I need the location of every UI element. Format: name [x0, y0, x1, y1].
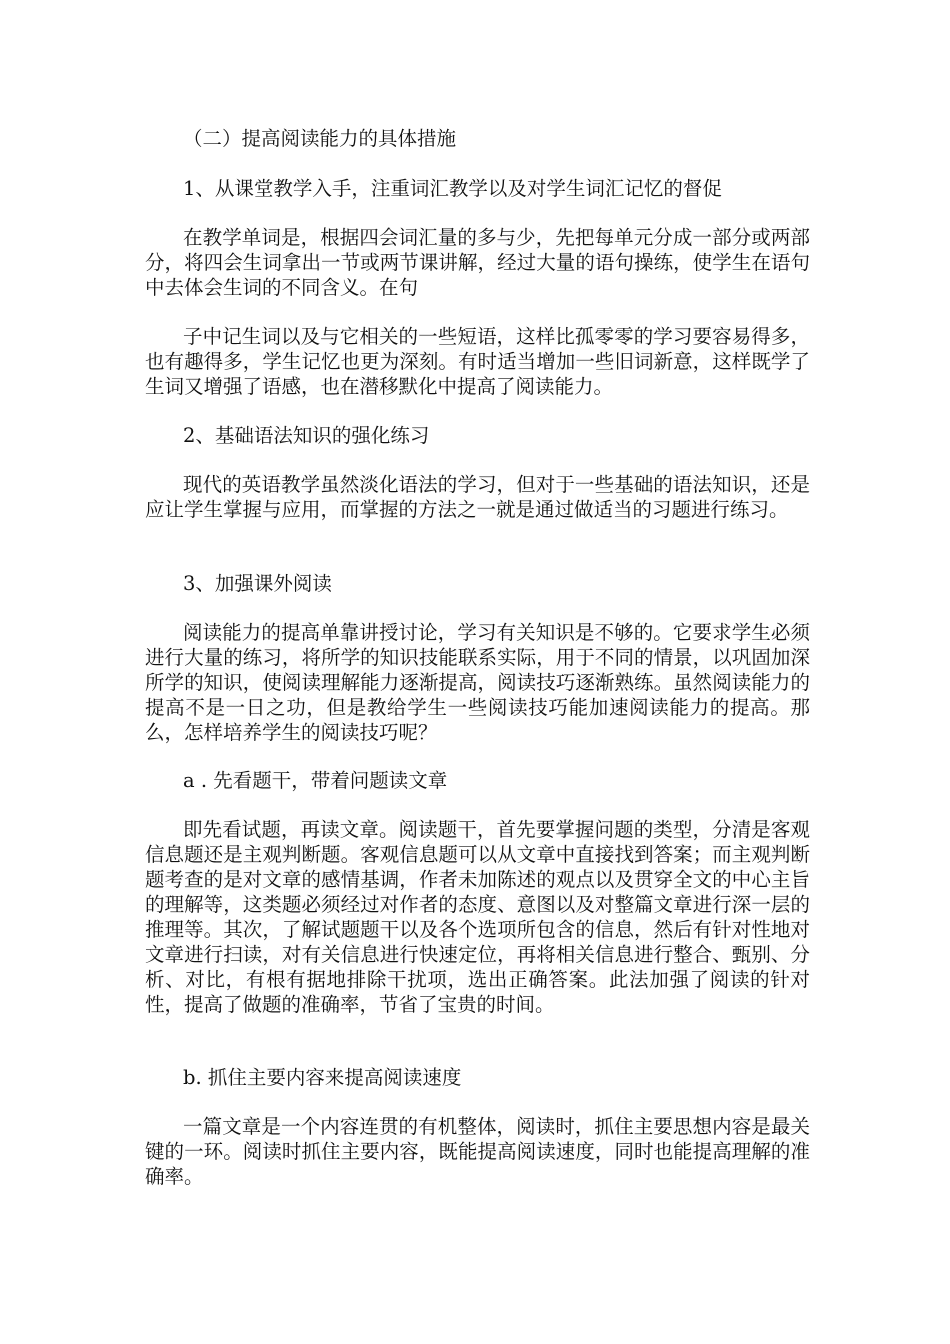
section-title: （二）提高阅读能力的具体措施 — [183, 127, 457, 150]
paragraph-4: 阅读能力的提高单靠讲授讨论，学习有关知识是不够的。它要求学生必须进行大量的练习，将所学的知识技能联系实际，用于不同的情景，以巩固加深所学的知识，使阅读理解能力逐渐提高，阅读技巧逐渐熟练。虽然阅读能力的提高不是一日之功，但是教给学生一些阅读技巧能加速阅读能力的提高。那么，怎样培养学生的阅读技巧呢？ — [145, 621, 810, 744]
item-1-heading: 1、从课堂教学入手，注重词汇教学以及对学生词汇记忆的督促 — [183, 177, 722, 200]
sub-a-heading: a . 先看题干，带着问题读文章 — [183, 769, 448, 792]
paragraph-6: 一篇文章是一个内容连贯的有机整体，阅读时，抓住主要思想内容是最关键的一环。阅读时抓住主要内容，既能提高阅读速度，同时也能提高理解的准确率。 — [145, 1115, 810, 1188]
paragraph-5: 即先看试题，再读文章。阅读题干，首先要掌握问题的类型，分清是客观信息题还是主观判断题。客观信息题可以从文章中直接找到答案；而主观判断题考查的是对文章的感情基调，作者未加陈述的观点以及贯穿全文的中心主旨的理解等，这类题必须经过对作者的态度、意图以及对整篇文章进行深一层的推理等。其次，了解试题题干以及各个选项所包含的信息，然后有针对性地对文章进行扫读，对有关信息进行快速定位，再将相关信息进行整合、甄别、分析、对比，有根有据地排除干扰项，选出正确答案。此法加强了阅读的针对性，提高了做题的准确率，节省了宝贵的时间。 — [145, 818, 810, 1016]
item-3-heading: 3、加强课外阅读 — [183, 572, 332, 595]
paragraph-3: 现代的英语教学虽然淡化语法的学习，但对于一些基础的语法知识，还是应让学生掌握与应用，而掌握的方法之一就是通过做适当的习题进行练习。 — [145, 473, 810, 521]
paragraph-1: 在教学单词是，根据四会词汇量的多与少，先把每单元分成一部分或两部分，将四会生词拿出一节或两节课讲解，经过大量的语句操练，使学生在语句中去体会生词的不同含义。在句 — [145, 226, 810, 299]
sub-b-heading: b. 抓住主要内容来提高阅读速度 — [183, 1066, 462, 1089]
paragraph-2: 子中记生词以及与它相关的一些短语，这样比孤零零的学习要容易得多，也有趣得多，学生记忆也更为深刻。有时适当增加一些旧词新意，这样既学了生词又增强了语感，也在潜移默化中提高了阅读能力。 — [145, 325, 810, 398]
item-2-heading: 2、基础语法知识的强化练习 — [183, 424, 430, 447]
